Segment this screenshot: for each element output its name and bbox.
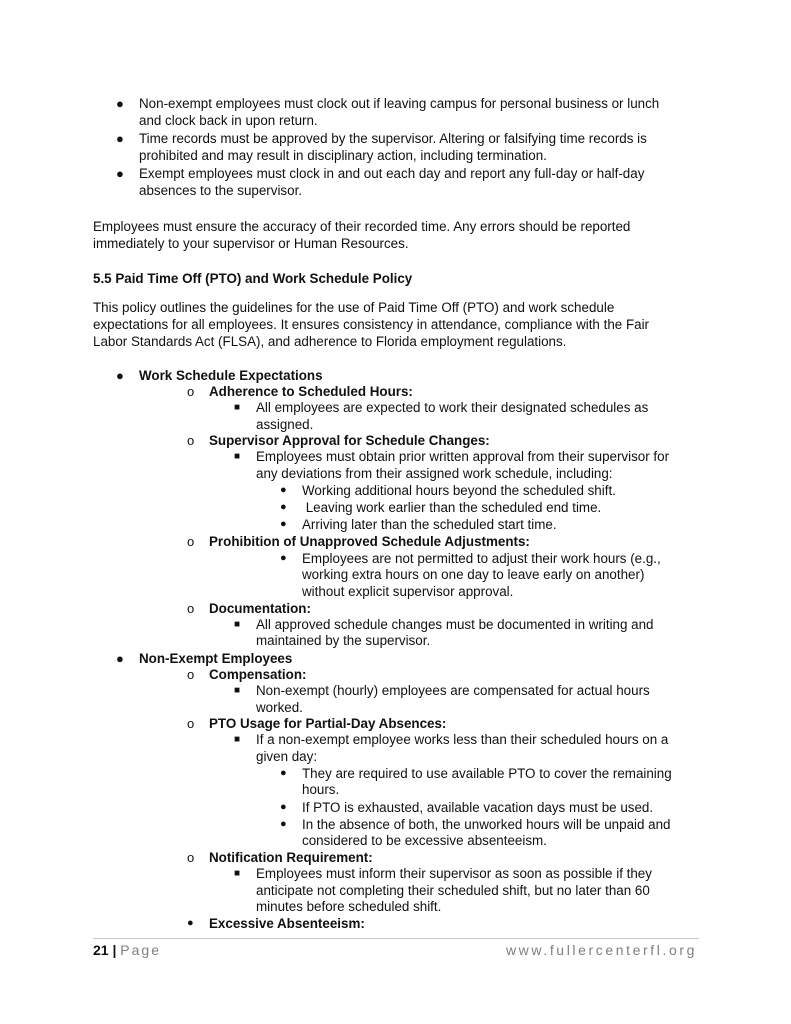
page-label: Page (120, 942, 161, 958)
top-bullet-3-line2: absences to the supervisor. (139, 183, 303, 198)
circle-bullet: o (187, 433, 195, 448)
top-bullet-2-line1: Time records must be approved by the supervisor. Altering or falsifying time records is (139, 131, 647, 146)
bullet-dot: ● (280, 501, 287, 513)
pto-subitem-1-line1: They are required to use available PTO to cover the remaining (302, 766, 672, 781)
approval-subitem-2: Leaving work earlier than the scheduled end time. (302, 500, 602, 515)
intro-paragraph-line2: expectations for all employees. It ensures consistency in attendance, compliance with the Fair (93, 317, 649, 332)
top-bullet-1-line2: and clock back in upon return. (139, 113, 318, 128)
section-heading: 5.5 Paid Time Off (PTO) and Work Schedule Policy (93, 271, 413, 286)
accuracy-paragraph-line1: Employees must ensure the accuracy of their recorded time. Any errors should be reported (93, 219, 631, 234)
non-exempt-title: Non-Exempt Employees (139, 651, 293, 666)
intro-paragraph-line1: This policy outlines the guidelines for the use of Paid Time Off (PTO) and work schedule (93, 300, 615, 315)
compensation-title: Compensation: (209, 667, 307, 682)
prohibition-item-line3: without explicit supervisor approval. (302, 584, 514, 599)
bullet-dot: ● (280, 552, 287, 564)
square-bullet: ■ (234, 451, 241, 462)
footer-website: www.fullercenterfl.org (505, 942, 697, 958)
circle-bullet: o (187, 601, 195, 616)
square-bullet: ■ (234, 619, 241, 630)
circle-bullet: o (187, 667, 195, 682)
prohibition-title: Prohibition of Unapproved Schedule Adjustments: (209, 534, 530, 549)
bullet-dot: ● (116, 96, 124, 111)
bullet-dot: ● (116, 368, 124, 383)
footer-page-number (93, 941, 161, 959)
circle-bullet: o (187, 534, 195, 549)
bullet-dot: ● (280, 484, 287, 496)
documentation-item-line2: maintained by the supervisor. (256, 633, 431, 648)
adherence-title: Adherence to Scheduled Hours: (209, 384, 413, 399)
pto-usage-title: PTO Usage for Partial-Day Absences: (209, 716, 447, 731)
notification-title: Notification Requirement: (209, 850, 373, 865)
square-bullet: ■ (234, 685, 241, 696)
approval-subitem-1: Working additional hours beyond the scheduled shift. (302, 483, 616, 498)
bullet-dot: ● (116, 166, 124, 181)
work-schedule-title: Work Schedule Expectations (139, 368, 323, 383)
notification-item-line2: anticipate not completing their scheduled shift, but no later than 60 (256, 883, 650, 898)
prohibition-item-line2: working extra hours on one day to leave early on another) (302, 567, 645, 582)
prohibition-item-line1: Employees are not permitted to adjust their work hours (e.g., (302, 551, 661, 566)
pto-subitem-1-line2: hours. (302, 782, 340, 797)
square-bullet: ■ (234, 402, 241, 413)
square-bullet: ■ (234, 868, 241, 879)
footer-divider (93, 938, 699, 939)
approval-item-line1: Employees must obtain prior written approval from their supervisor for (256, 449, 670, 464)
top-bullet-3-line1: Exempt employees must clock in and out each day and report any full-day or half-day (139, 166, 645, 181)
bullet-dot: ● (280, 518, 287, 530)
bullet-dot: ● (187, 917, 194, 929)
square-bullet: ■ (234, 734, 241, 745)
pto-subitem-2-line1: If PTO is exhausted, available vacation days must be used. (302, 800, 654, 815)
circle-bullet: o (187, 716, 195, 731)
pto-subitem-3-line2: considered to be excessive absenteeism. (302, 833, 547, 848)
adherence-item-line2: assigned. (256, 417, 314, 432)
circle-bullet: o (187, 850, 195, 865)
top-bullet-1-line1: Non-exempt employees must clock out if leaving campus for personal business or lunch (139, 96, 660, 111)
intro-paragraph-line3: Labor Standards Act (FLSA), and adherence to Florida employment regulations. (93, 334, 567, 349)
page-number: 21 (93, 942, 109, 958)
page-separator: | (112, 942, 117, 958)
pto-usage-item-line1: If a non-exempt employee works less than their scheduled hours on a (256, 732, 669, 747)
notification-item-line3: minutes before scheduled shift. (256, 899, 442, 914)
bullet-dot: ● (280, 767, 287, 779)
compensation-item-line1: Non-exempt (hourly) employees are compensated for actual hours (256, 683, 650, 698)
bullet-dot: ● (116, 131, 124, 146)
approval-item-line2: any deviations from their assigned work schedule, including: (256, 466, 613, 481)
accuracy-paragraph-line2: immediately to your supervisor or Human Resources. (93, 236, 409, 251)
compensation-item-line2: worked. (256, 700, 303, 715)
bullet-dot: ● (280, 818, 287, 830)
bullet-dot: ● (280, 801, 287, 813)
approval-subitem-3: Arriving later than the scheduled start time. (302, 517, 557, 532)
top-bullet-2-line2: prohibited and may result in disciplinary action, including termination. (139, 148, 547, 163)
pto-subitem-3-line1: In the absence of both, the unworked hours will be unpaid and (302, 817, 671, 832)
excessive-absenteeism-title: Excessive Absenteeism: (209, 916, 365, 931)
documentation-item-line1: All approved schedule changes must be documented in writing and (256, 617, 654, 632)
bullet-dot: ● (116, 651, 124, 666)
adherence-item-line1: All employees are expected to work their designated schedules as (256, 400, 649, 415)
notification-item-line1: Employees must inform their supervisor as soon as possible if they (256, 866, 652, 881)
pto-usage-item-line2: given day: (256, 749, 318, 764)
approval-title: Supervisor Approval for Schedule Changes: (209, 433, 490, 448)
documentation-title: Documentation: (209, 601, 311, 616)
circle-bullet: o (187, 384, 195, 399)
